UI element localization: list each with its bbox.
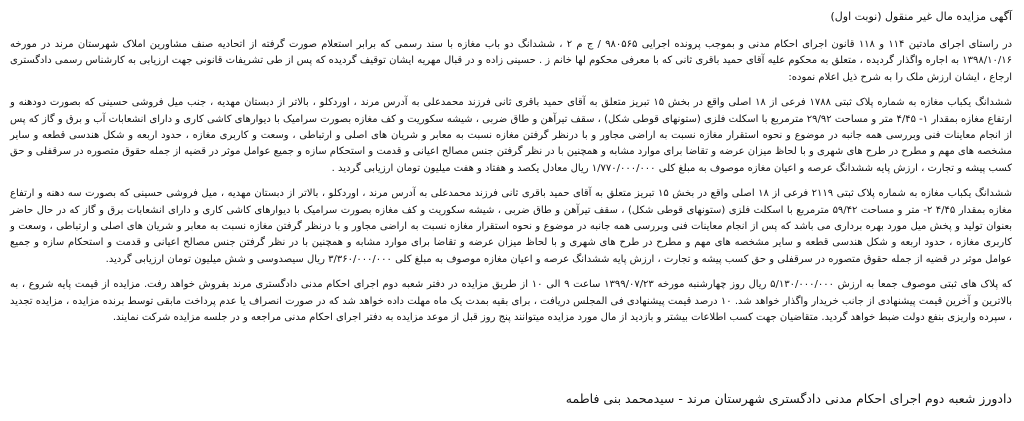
- property-2-line: ششدانگ یکباب مغازه به شماره پلاک ثبتی ۲۱۱۹ فرعی از ۱۸ اصلی واقع در بخش ۱۵ تبریز متعلق به آقای حمید باقری ثانی فرزند محمدعلی به آدرس مرند ، اوردکلو ، بالاتر از دبستان مهدیه ، میل فروشی حسینی که بصورت سه دهنه و ارتفاع مغازه بمقدار ۴/۴۵ ۲-: [10, 188, 1012, 216]
- property-1-line: ۴/۴۵ متر و مساحت ۲۹/۹۲ مترمربع با اسکلت فلزی (ستونهای قوطی شکل) ، سقف تیرآهن و طاق ضربی ، شیشه سکوریت و کف مغازه بصورت سرامیک با دیوارهای کاشی کاری و دارای انشعابات آب و برق و گاز که پس از انجام معاینات فنی وبررسی همه جانبه در: [10, 113, 1012, 142]
- property-1-line: موضوع و نحوه استقرار مغازه نسبت به اراضی مجاور و با درنظر گرفتن مغازه نسبت به معابر و شریان های اصلی و ارتباطی ، وسعت و کاربری مغازه ، حدود اربعه و شکل هندسی قطعه و سایر مشخصه های مهم و مطرح در طرح های شهری و با لحاظ میزان عرضه و تقاضا: [10, 130, 1012, 158]
- property-1-line: برای موارد مشابه و همچنین با در نظر گرفتن جنس مصالح اعیانی و قدمت و استحکام سازه و جمیع عوامل موثر در قضیه از جمله حقوق متصوره در سرقفلی و حق کسب پیشه و تجارت ، ارزش پایه ششدانگ عرصه و اعیان مغازه موصوف به مبلغ کلی: [10, 146, 1012, 174]
- property-2-line: می باشد که پس از انجام معاینات فنی وبررسی همه جانبه در موضوع و نحوه استقرار مغازه نسبت به اراضی مجاور و با درنظر گرفتن مغازه نسبت به معابر و شریان های اصلی و ارتباطی ، وسعت و کاربری مغازه ، حدود اربعه و شکل هندسی قطعه و سایر مشخصه های مهم و: [10, 221, 1012, 249]
- property-2-valuation: عرصه و اعیان مغازه موصوف به مبلغ کلی ۳/۳۶۰/۰۰۰/۰۰۰ ریال سیصدوسی و شش میلیون تومان ارزیابی گردید.: [105, 253, 570, 265]
- signature-line: دادورز شعبه دوم اجرای احکام مدنی دادگستری شهرستان مرند - سیدمحمد بنی فاطمه: [565, 391, 1012, 406]
- property-2-line: متر و مساحت ۵۹/۴۲ مترمربع با اسکلت فلزی (ستونهای قوطی شکل) ، سقف تیرآهن و طاق ضربی ، شیشه سکوریت و کف مغازه بصورت سرامیک با دیوارهای کاشی کاری و دارای انشعابات برق و گاز که در حال حاضر بعنوان تولید و پخش میل مورد بهره برداری: [10, 204, 1012, 233]
- auction-terms-line: که پلاک های ثبتی موصوف جمعا به ارزش ۵/۱۳۰/۰۰۰/۰۰۰ ریال روز چهارشنبه مورخه ۱۳۹۹/۰۷/۲۳ ساعت ۹ الی ۱۰ از طریق مزایده در دفتر شعبه دوم اجرای احکام مدنی دادگستری مرند بفروش خواهد رفت. مزایده از قیمت پایه شروع ، به بالاترین و آخرین: [10, 279, 1012, 307]
- property-1-valuation: ۱/۷۷۰/۰۰۰/۰۰۰ ریال معادل یکصد و هفتاد و هفت میلیون تومان ارزیابی گردید .: [331, 162, 656, 174]
- property-1-paragraph: [10, 95, 1012, 177]
- property-2-paragraph: [10, 186, 1012, 268]
- auction-terms-line: قیمت پیشنهادی از جانب خریدار واگذار خواهد شد. ۱۰ درصد قیمت پیشنهادی فی المجلس دریافت ، برای بقیه بمدت یک ماه مهلت داده خواهد شد که در صورت انصراف یا عدم پرداخت مابقی توسط برنده مزایده ، مزایده تجدید ، سپرده واریزی بنفع دولت ضبط خواهد: [10, 295, 1012, 324]
- property-1-line: ششدانگ یکباب مغازه به شماره پلاک ثبتی ۱۷۸۸ فرعی از ۱۸ اصلی واقع در بخش ۱۵ تبریز متعلق به آقای حمید باقری ثانی فرزند محمدعلی به آدرس مرند ، اوردکلو ، بالاتر از دبستان مهدیه ، جنب میل فروشی حسینی که بصورت دودهنه و ارتفاع مغازه بمقدار ۱-: [10, 97, 1013, 125]
- notice-title: آگهی مزایده مال غیر منقول (نوبت اول): [830, 10, 1012, 23]
- notice-body: [10, 37, 1012, 327]
- auction-terms-paragraph: [10, 277, 1012, 326]
- intro-paragraph: [10, 37, 1012, 86]
- property-2-line: مطرح در طرح های شهری و با لحاظ میزان عرضه و تقاضا برای موارد مشابه و همچنین با در نظر گرفتن جنس مصالح اعیانی و قدمت و استحکام سازه و جمیع عوامل موثر در قضیه از جمله حقوق متصوره در سرقفلی و حق کسب پیشه و تجارت ، ارزش پایه ششدانگ: [10, 237, 1012, 265]
- intro-line: گردیده ، متعلق به محکوم علیه آقای حمید باقری ثانی که با معرفی محکوم لها خانم ز . حسینی زاده و در قبال مهریه ایشان توقیف گردیده که پس از طی تشریفات قانونی جهت ارزیابی به کارشناس رسمی دادگستری ارجاع ، ایشان ارزش ملک را به شرح ذیل اعلام: [10, 55, 1012, 83]
- intro-line: در راستای اجرای مادتین ۱۱۴ و ۱۱۸ قانون اجرای احکام مدنی و بموجب پرونده اجرایی ۹۸۰۵۶۵ / ج م ۲ ، ششدانگ دو باب مغازه با سند رسمی که برابر استعلام صورت گرفته از اتحادیه صنف مشاورین املاک شهرستان مرند در مورخه ۱۳۹۸/۱۰/۱۶ به اجاره واگذار: [10, 39, 1013, 67]
- intro-line: نموده:: [788, 71, 816, 83]
- auction-terms-line: گردید. متقاضیان جهت کسب اطلاعات بیشتر و بازدید از مال مورد مزایده میتوانند پنج روز قبل از موعد مزایده به دفتر اجرای احکام مدنی مراجعه و در جلسه مزایده شرکت نمایند.: [112, 312, 848, 324]
